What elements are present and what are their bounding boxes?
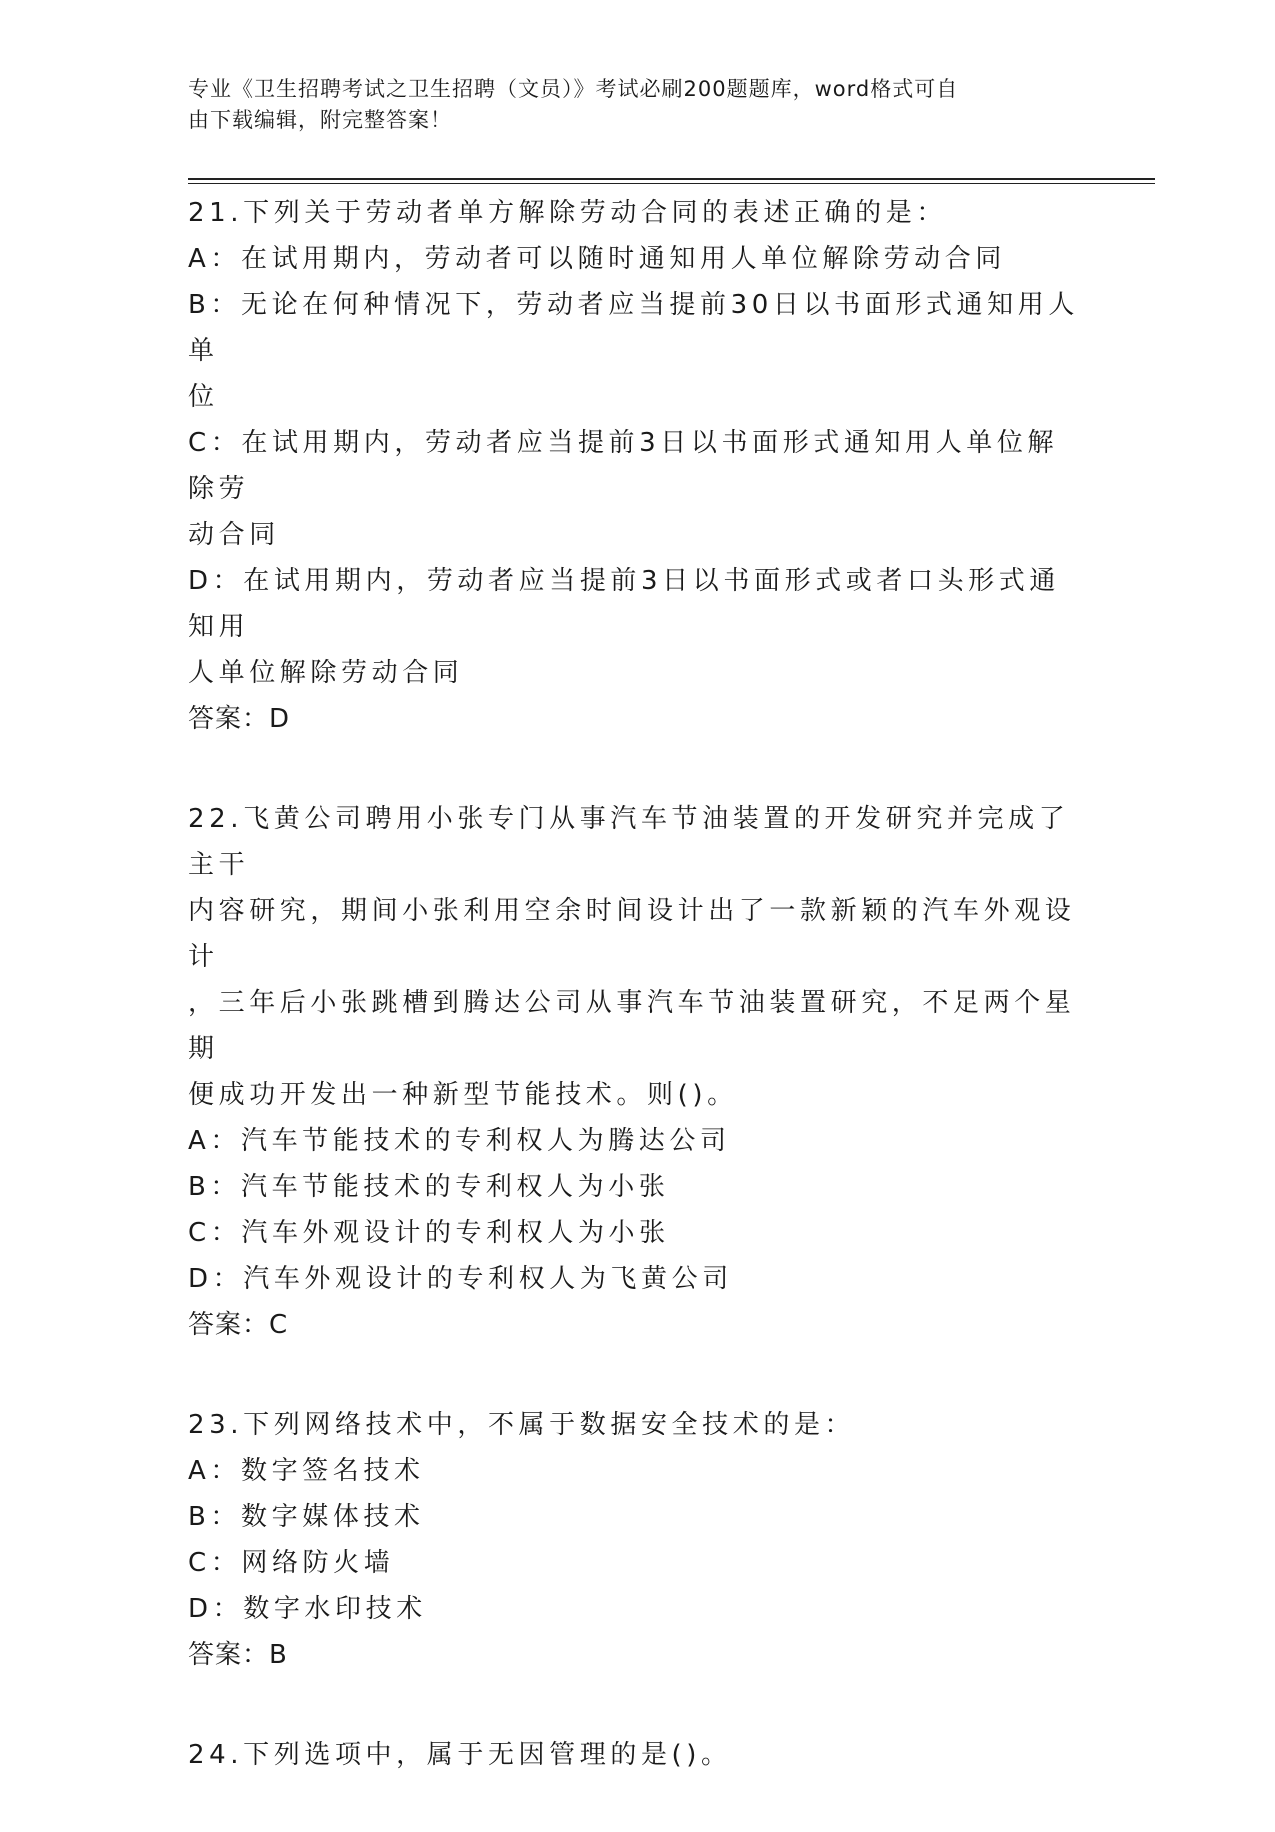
question-stem-line: 24.下列选项中，属于无因管理的是()。: [188, 1740, 732, 1770]
answer-line: 答案：B: [188, 1640, 288, 1670]
question-list: [188, 190, 1088, 1832]
option-line: C：网络防火墙: [188, 1548, 395, 1578]
question-stem-line: ，三年后小张跳槽到腾达公司从事汽车节油装置研究，不足两个星期: [188, 988, 1076, 1064]
option-line: D：数字水印技术: [188, 1594, 427, 1624]
question-stem-line: 内容研究，期间小张利用空余时间设计出了一款新颖的汽车外观设计: [188, 896, 1076, 972]
answer-line: 答案：D: [188, 704, 291, 734]
option-line: D：在试用期内，劳动者应当提前3日以书面形式或者口头形式通知用: [188, 566, 1060, 642]
option-line: B：汽车节能技术的专利权人为小张: [188, 1172, 670, 1202]
option-line: 位: [188, 382, 219, 412]
option-line: 人单位解除劳动合同: [188, 658, 464, 688]
document-header: [188, 74, 1068, 136]
question-stem-line: 21.下列关于劳动者单方解除劳动合同的表述正确的是：: [188, 198, 947, 228]
option-line: A：在试用期内，劳动者可以随时通知用人单位解除劳动合同: [188, 244, 1006, 274]
header-divider-thick: [188, 178, 1155, 180]
question-block: [188, 1732, 1088, 1778]
option-line: C：汽车外观设计的专利权人为小张: [188, 1218, 670, 1248]
answer-line: 答案：C: [188, 1310, 289, 1340]
option-line: A：汽车节能技术的专利权人为腾达公司: [188, 1126, 731, 1156]
question-block: [188, 796, 1088, 1348]
option-line: D：汽车外观设计的专利权人为飞黄公司: [188, 1264, 733, 1294]
header-line-2: 由下载编辑，附完整答案！: [188, 108, 452, 132]
question-stem-line: 23.下列网络技术中，不属于数据安全技术的是：: [188, 1410, 856, 1440]
header-divider-thin: [188, 183, 1155, 184]
header-line-1: 专业《卫生招聘考试之卫生招聘（文员）》考试必刷200题题库，word格式可自: [188, 77, 959, 101]
question-block: [188, 190, 1088, 742]
option-line: A：数字签名技术: [188, 1456, 425, 1486]
question-stem-line: 便成功开发出一种新型节能技术。则()。: [188, 1080, 738, 1110]
question-stem-line: 22.飞黄公司聘用小张专门从事汽车节油装置的开发研究并完成了主干: [188, 804, 1070, 880]
option-line: B：无论在何种情况下，劳动者应当提前30日以书面形式通知用人单: [188, 290, 1079, 366]
option-line: 动合同: [188, 520, 280, 550]
option-line: B：数字媒体技术: [188, 1502, 425, 1532]
option-line: C：在试用期内，劳动者应当提前3日以书面形式通知用人单位解除劳: [188, 428, 1059, 504]
question-block: [188, 1402, 1088, 1678]
